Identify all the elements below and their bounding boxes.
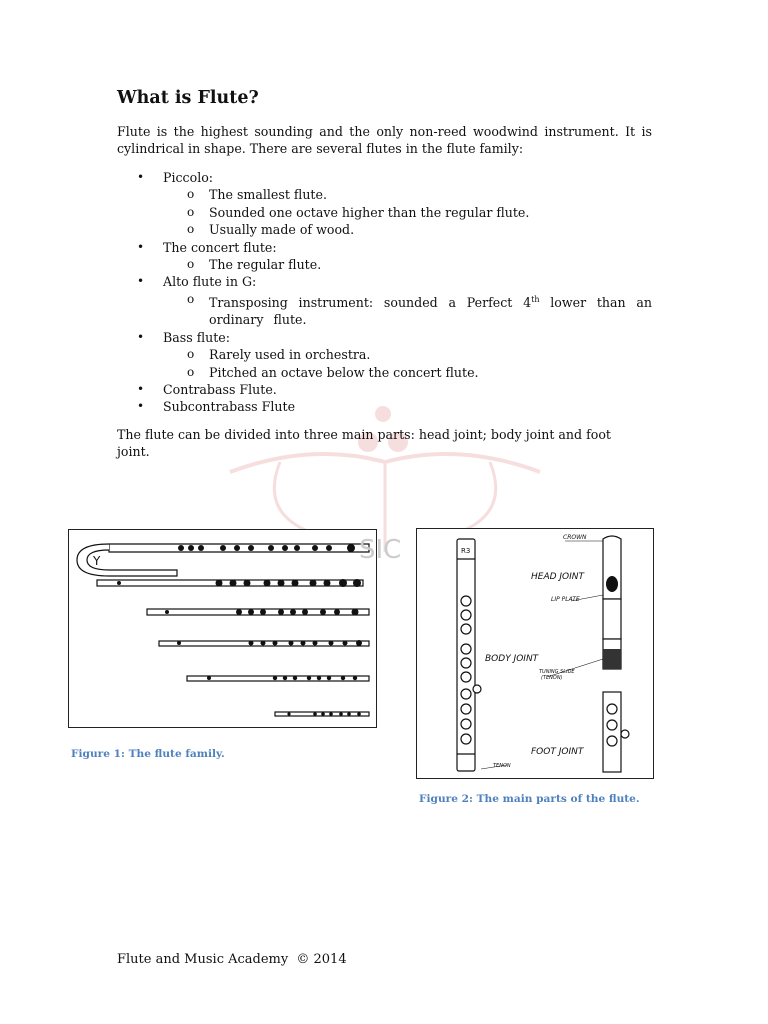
list-item: • Alto flute in G:: [117, 273, 652, 290]
foot-joint-label: FOOT JOINT: [531, 747, 584, 757]
sub-list-item: o The regular flute.: [117, 256, 652, 273]
footer-text: Flute and Music Academy: [117, 952, 289, 967]
figure-2-caption: Figure 2: The main parts of the flute.: [419, 793, 640, 805]
watermark-text: SIC: [359, 535, 402, 565]
sub-list-item: [117, 291, 652, 329]
list-item: • Piccolo:: [117, 169, 652, 186]
list-item: • Bass flute:: [117, 329, 652, 346]
copyright-symbol: ©: [296, 952, 310, 967]
sub-list-item: o Sounded one octave higher than the regular flute.: [117, 204, 652, 221]
flute-family-figure: [68, 529, 402, 728]
head-joint-label: HEAD JOINT: [531, 572, 585, 582]
list-item: • Contrabass Flute.: [117, 381, 652, 398]
flute-family-list: [117, 169, 652, 416]
svg-text:Y: Y: [93, 554, 101, 568]
body-joint-label: BODY JOINT: [485, 654, 539, 664]
tuning-slide-label: TUNING SLIDE: [539, 669, 575, 675]
r3-label: R3: [461, 547, 471, 555]
flute-parts-figure: [416, 528, 654, 779]
list-item: • Subcontrabass Flute: [117, 398, 652, 415]
alto-text-pre: Transposing instrument: sounded a Perfect 4: [209, 295, 532, 311]
alto-text-sup: th: [531, 294, 540, 304]
flute-family-illustration: [69, 530, 402, 727]
alto-text-post: lower than an ordinary flute.: [209, 295, 652, 328]
page-title: What is Flute?: [117, 88, 259, 108]
intro-paragraph: Flute is the highest sounding and the only non-reed woodwind instrument. It is cylindrical in shape. There are several flutes in the flute family:: [117, 124, 652, 156]
main-parts-paragraph: The flute can be divided into three main parts: head joint; body joint and foot joint.: [117, 427, 611, 459]
list-item: • The concert flute:: [117, 239, 652, 256]
sub-list-item: o Usually made of wood.: [117, 221, 652, 238]
footer-year: 2014: [313, 952, 347, 967]
sub-list-item: o Pitched an octave below the concert flute.: [117, 364, 652, 381]
crown-label: CROWN: [563, 534, 587, 541]
sub-list-item: o The smallest flute.: [117, 186, 652, 203]
figure-1-caption: Figure 1: The flute family.: [71, 748, 225, 760]
sub-list-item: o Rarely used in orchestra.: [117, 346, 652, 363]
page-footer: [117, 952, 347, 967]
flute-parts-illustration: [417, 529, 653, 778]
lip-plate-label: LIP PLATE: [551, 596, 580, 603]
tenon-paren-label: (TENON): [541, 675, 563, 681]
tenon-label: TENON: [493, 763, 511, 769]
